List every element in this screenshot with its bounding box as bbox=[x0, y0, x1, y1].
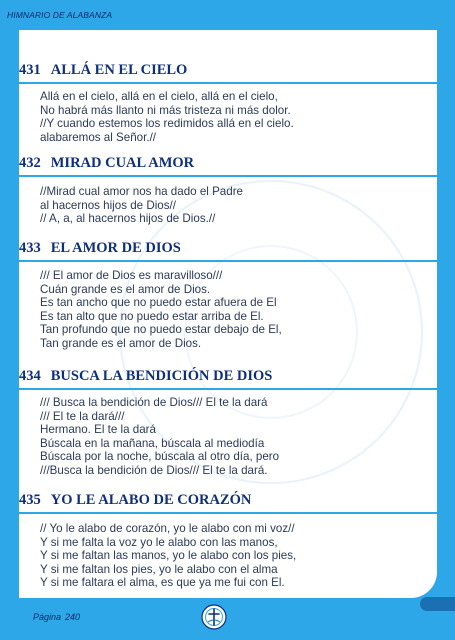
section-rule bbox=[19, 260, 437, 262]
page-content bbox=[19, 30, 437, 598]
hymn-name: MIRAD CUAL AMOR bbox=[50, 155, 195, 171]
lyric-line: Y si me faltan los pies, yo le alabo con el alma bbox=[40, 562, 278, 576]
lyric-line: Es tan alto que no puedo estar arriba de El. bbox=[40, 309, 264, 323]
section-rule bbox=[19, 175, 437, 177]
lyric-line: // Yo le alabo de corazón, yo le alabo con mi voz// bbox=[40, 522, 295, 535]
lyric-line: ///Busca la bendición de Dios/// El te la dará. bbox=[40, 463, 268, 477]
hymn-number: 432 bbox=[19, 155, 41, 171]
hymn-title bbox=[19, 368, 272, 385]
hymn-number: 431 bbox=[19, 62, 41, 78]
section-rule bbox=[19, 388, 437, 390]
hymn-number: 433 bbox=[19, 240, 41, 256]
lyric-line: /// El te la dará/// bbox=[40, 409, 125, 423]
section-rule bbox=[19, 82, 437, 84]
lyric-line: /// Busca la bendición de Dios/// El te la dará bbox=[40, 396, 268, 409]
hymn-lyrics bbox=[40, 396, 279, 478]
hymn-title bbox=[19, 155, 194, 172]
hymn-number: 434 bbox=[19, 368, 41, 384]
hymn-title bbox=[19, 240, 181, 257]
page-tab bbox=[420, 597, 455, 611]
lyric-line: al hacernos hijos de Dios// bbox=[40, 198, 176, 212]
header-title: HIMNARIO DE ALABANZA bbox=[7, 10, 113, 20]
hymn-lyrics bbox=[40, 269, 282, 351]
lyric-line: No habrá más llanto ni más tristeza ni más dolor. bbox=[40, 103, 291, 117]
section-rule bbox=[19, 512, 437, 514]
hymn-name: ALLÁ EN EL CIELO bbox=[50, 62, 188, 78]
hymn-title bbox=[19, 492, 251, 509]
lyric-line: Y si me faltara el alma, es que ya me fui con El. bbox=[40, 576, 285, 590]
lyric-line: //Mirad cual amor nos ha dado el Padre bbox=[40, 185, 244, 198]
lyric-line: Cuán grande es el amor de Dios. bbox=[40, 282, 211, 296]
lyric-line: // A, a, al hacernos hijos de Dios.// bbox=[40, 212, 216, 226]
lyric-line: Búscala en la mañana, búscala al mediodía bbox=[40, 436, 265, 450]
page-label: Página bbox=[33, 612, 62, 622]
lyric-line: Hermano. El te la dará bbox=[40, 423, 156, 437]
lyric-line: Y si me faltan las manos, yo le alabo con los pies, bbox=[40, 549, 297, 563]
hymn-name: YO LE ALABO DE CORAZÓN bbox=[50, 492, 252, 508]
lyric-line: /// El amor de Dios es maravilloso/// bbox=[40, 269, 223, 282]
lyric-line: Búscala por la noche, búscala al otro día, pero bbox=[40, 450, 280, 464]
lyric-line: Y si me falta la voz yo le alabo con las manos, bbox=[40, 535, 278, 549]
hymn-name: BUSCA LA BENDICIÓN DE DIOS bbox=[50, 368, 273, 384]
hymn-name: EL AMOR DE DIOS bbox=[50, 240, 181, 256]
hymn-lyrics bbox=[40, 185, 243, 226]
hymn-lyrics bbox=[40, 522, 296, 590]
page-number bbox=[33, 612, 80, 622]
lyric-line: Tan profundo que no puedo estar debajo de El, bbox=[40, 323, 282, 337]
emblem-icon bbox=[201, 604, 227, 630]
lyric-line: alabaremos al Señor.// bbox=[40, 130, 157, 144]
hymn-title bbox=[19, 62, 187, 79]
hymn-lyrics bbox=[40, 90, 294, 144]
lyric-line: //Y cuando estemos los redimidos allá en el cielo. bbox=[40, 117, 294, 131]
page-number-value: 240 bbox=[65, 612, 81, 622]
lyric-line: Es tan ancho que no puedo estar afuera de El bbox=[40, 296, 277, 310]
lyric-line: Tan grande es el amor de Dios. bbox=[40, 336, 202, 350]
lyric-line: Allá en el cielo, allá en el cielo, allá en el cielo, bbox=[40, 90, 278, 103]
hymn-number: 435 bbox=[19, 492, 41, 508]
